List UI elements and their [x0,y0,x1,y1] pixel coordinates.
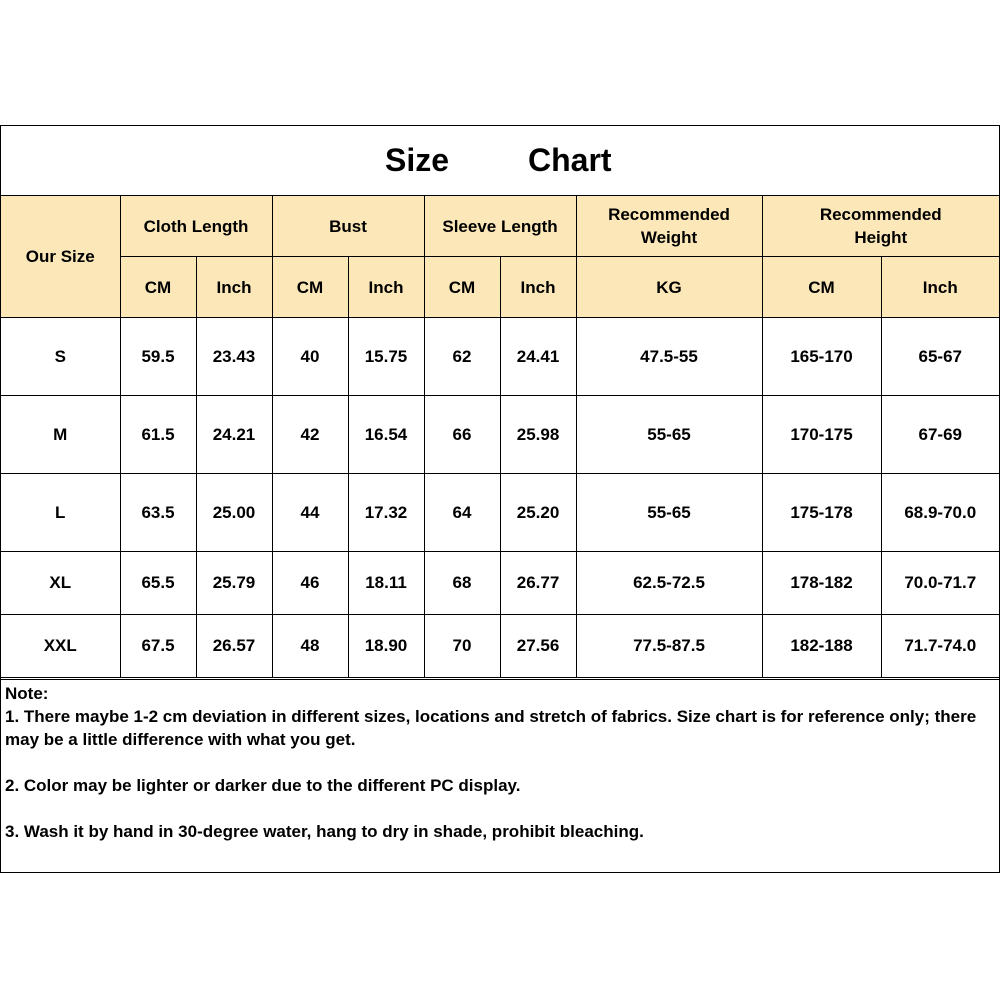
header-recommended-height [762,196,999,257]
unit-header: CM [272,257,348,318]
table-cell: 67-69 [881,396,999,474]
table-cell: 62 [424,318,500,396]
table-cell: 64 [424,474,500,552]
notes-section [1,679,999,872]
size-cell: M [1,396,120,474]
table-row [1,318,999,396]
size-cell: XXL [1,615,120,678]
table-cell: 27.56 [500,615,576,678]
table-cell: 15.75 [348,318,424,396]
unit-header: Inch [348,257,424,318]
size-cell: L [1,474,120,552]
header-recommended-height-text: Recommended Height [819,205,942,247]
table-cell: 25.79 [196,552,272,615]
size-cell: XL [1,552,120,615]
table-row [1,396,999,474]
table-cell: 71.7-74.0 [881,615,999,678]
table-cell: 40 [272,318,348,396]
table-cell: 68.9-70.0 [881,474,999,552]
table-cell: 175-178 [762,474,881,552]
table-cell: 59.5 [120,318,196,396]
table-cell: 44 [272,474,348,552]
table-cell: 16.54 [348,396,424,474]
table-cell: 24.21 [196,396,272,474]
table-cell: 63.5 [120,474,196,552]
table-cell: 70 [424,615,500,678]
unit-header: Inch [881,257,999,318]
table-row [1,474,999,552]
table-cell: 67.5 [120,615,196,678]
unit-header: CM [762,257,881,318]
header-cloth-length: Cloth Length [120,196,272,257]
table-cell: 18.11 [348,552,424,615]
table-cell: 68 [424,552,500,615]
size-table [1,196,999,678]
note-item-1: 1. There maybe 1-2 cm deviation in different sizes, locations and stretch of fabrics. Size chart is for reference only; there may be a little difference with what you get. [5,707,977,749]
size-chart [0,125,1000,873]
size-cell: S [1,318,120,396]
table-cell: 65.5 [120,552,196,615]
table-cell: 66 [424,396,500,474]
header-our-size: Our Size [1,196,120,318]
table-cell: 170-175 [762,396,881,474]
table-cell: 165-170 [762,318,881,396]
table-cell: 182-188 [762,615,881,678]
header-recommended-weight [576,196,762,257]
unit-header: Inch [500,257,576,318]
table-cell: 77.5-87.5 [576,615,762,678]
title-row [1,126,999,196]
table-cell: 25.98 [500,396,576,474]
table-cell: 26.77 [500,552,576,615]
table-row [1,615,999,678]
table-cell: 42 [272,396,348,474]
table-cell: 24.41 [500,318,576,396]
note-item-3: 3. Wash it by hand in 30-degree water, hang to dry in shade, prohibit bleaching. [5,822,644,841]
table-cell: 26.57 [196,615,272,678]
title-word-chart: Chart [528,142,612,178]
table-cell: 48 [272,615,348,678]
table-cell: 18.90 [348,615,424,678]
note-item-2: 2. Color may be lighter or darker due to the different PC display. [5,776,521,795]
table-cell: 47.5-55 [576,318,762,396]
table-cell: 25.20 [500,474,576,552]
table-cell: 70.0-71.7 [881,552,999,615]
table-cell: 55-65 [576,474,762,552]
unit-header: Inch [196,257,272,318]
unit-header: KG [576,257,762,318]
table-cell: 178-182 [762,552,881,615]
header-bust: Bust [272,196,424,257]
table-cell: 23.43 [196,318,272,396]
table-cell: 46 [272,552,348,615]
unit-header: CM [120,257,196,318]
table-cell: 62.5-72.5 [576,552,762,615]
header-sleeve-length: Sleeve Length [424,196,576,257]
table-cell: 25.00 [196,474,272,552]
unit-header: CM [424,257,500,318]
table-cell: 61.5 [120,396,196,474]
notes-heading: Note: [5,684,49,703]
table-cell: 55-65 [576,396,762,474]
table-cell: 17.32 [348,474,424,552]
title-word-size: Size [385,142,450,178]
header-recommended-weight-text: Recommended Weight [608,205,730,247]
table-row [1,552,999,615]
table-cell: 65-67 [881,318,999,396]
